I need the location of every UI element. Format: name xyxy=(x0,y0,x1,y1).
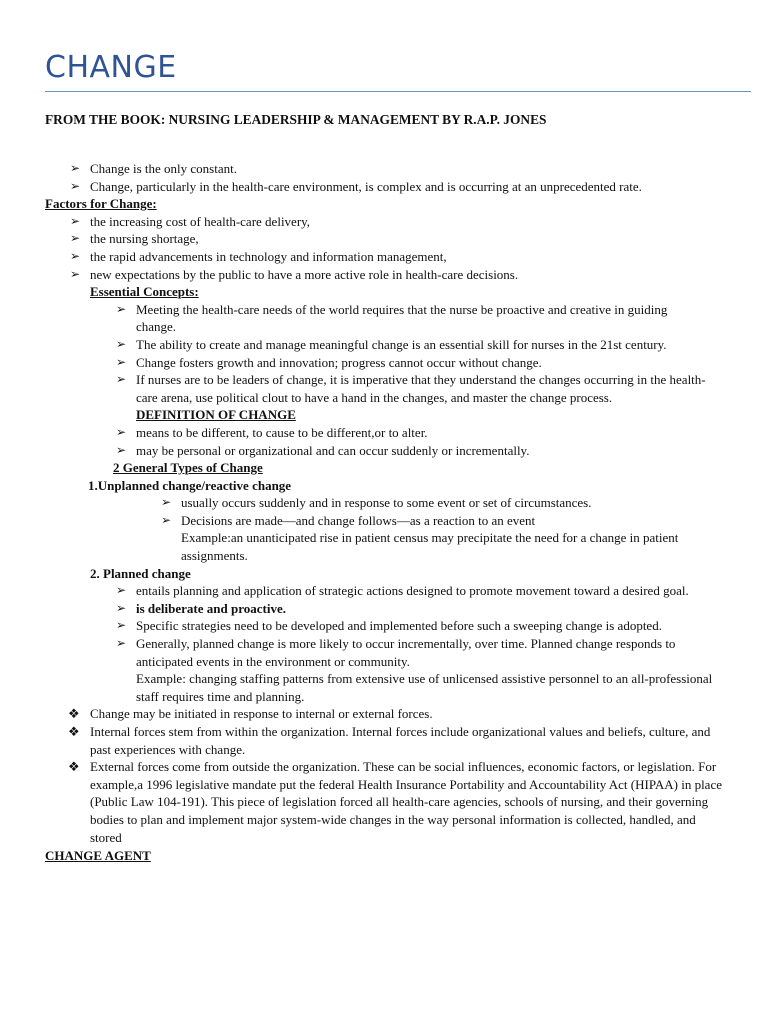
list-item: ➢ means to be different, to cause to be different,or to alter. xyxy=(116,424,428,440)
arrow-bullet-icon: ➢ xyxy=(161,495,172,510)
list-item: ➢ Change fosters growth and innovation; progress cannot occur without change. xyxy=(116,354,542,370)
arrow-bullet-icon: ➢ xyxy=(116,636,127,651)
arrow-bullet-icon: ➢ xyxy=(70,161,81,175)
document-body xyxy=(0,160,768,865)
list-item: ❖ Internal forces stem from within the organization. Internal forces include organizational values and beliefs, culture, and past experiences with change. xyxy=(68,724,711,757)
list-item: ➢ the rapid advancements in technology and information management, xyxy=(70,248,447,264)
arrow-bullet-icon: ➢ xyxy=(116,301,127,316)
page-title: CHANGE xyxy=(45,50,177,85)
arrow-bullet-icon: ➢ xyxy=(70,266,81,281)
list-item: ❖ Change may be initiated in response to internal or external forces. xyxy=(68,706,433,722)
list-item: ➢ Generally, planned change is more likely to occur incrementally, over time. Planned change responds to anticipated events in the environment or community. xyxy=(116,636,676,669)
list-item: ➢ the nursing shortage, xyxy=(70,231,199,247)
arrow-bullet-icon: ➢ xyxy=(70,248,81,263)
list-item: ➢ If nurses are to be leaders of change, it is imperative that they understand the changes occurring in the health-care arena, use political clout to have a hand in the changes, and master the change process. xyxy=(116,372,706,405)
arrow-bullet-icon: ➢ xyxy=(116,424,127,439)
list-item: ➢ may be personal or organizational and can occur suddenly or incrementally. xyxy=(116,442,530,458)
example-text: Example:an unanticipated rise in patient census may precipitate the need for a change in patient assignments. xyxy=(181,530,679,564)
list-item: ➢ The ability to create and manage meaningful change is an essential skill for nurses in the 21st century. xyxy=(116,336,667,352)
arrow-bullet-icon: ➢ xyxy=(116,583,127,598)
list-item: ➢ Meeting the health-care needs of the world requires that the nurse be proactive and creative in guiding change. xyxy=(116,301,668,335)
list-item: ❖ External forces come from outside the organization. These can be social influences, economic factors, or legislation. For example,a 1996 legislative mandate put the federal Health Insurance Portability and Accountability Act (HIPAA) in place (Public Law 104-191). This piece of legislation forced all health-care agencies, schools of nursing, and their governing bodies to plan and implement major system-wide changes in the way personal information is collected, handled, and stored xyxy=(68,759,722,845)
list-item: ➢ new expectations by the public to have a more active role in health-care decisions. xyxy=(70,266,519,282)
arrow-bullet-icon: ➢ xyxy=(116,354,127,369)
diamond-bullet-icon: ❖ xyxy=(68,724,80,739)
definition-heading: DEFINITION OF CHANGE xyxy=(136,407,296,423)
arrow-bullet-icon: ➢ xyxy=(116,372,127,387)
diamond-bullet-icon: ❖ xyxy=(68,759,80,775)
essential-heading: Essential Concepts: xyxy=(90,284,199,300)
arrow-bullet-icon: ➢ xyxy=(70,231,81,246)
list-item: ➢ Change is the only constant. xyxy=(70,161,237,176)
title-underline xyxy=(45,91,751,92)
example-text: Example: changing staffing patterns from extensive use of unlicensed assistive personnel to an all-professional staff requires time and planning. xyxy=(136,671,713,704)
list-item: ➢ the increasing cost of health-care delivery, xyxy=(70,213,311,229)
arrow-bullet-icon: ➢ xyxy=(116,618,127,633)
arrow-bullet-icon: ➢ xyxy=(116,442,127,457)
source-line: FROM THE BOOK: NURSING LEADERSHIP & MANAGEMENT BY R.A.P. JONES xyxy=(45,112,547,127)
list-item: ➢ Change, particularly in the health-care environment, is complex and is occurring at an unprecedented rate. xyxy=(70,178,642,194)
arrow-bullet-icon: ➢ xyxy=(116,600,127,615)
list-item: ➢ Specific strategies need to be developed and implemented before such a sweeping change is adopted. xyxy=(116,618,662,634)
arrow-bullet-icon: ➢ xyxy=(116,336,127,351)
diamond-bullet-icon: ❖ xyxy=(68,706,80,722)
arrow-bullet-icon: ➢ xyxy=(70,178,81,193)
types-heading: 2 General Types of Change xyxy=(113,460,263,476)
unplanned-heading: 1.Unplanned change/reactive change xyxy=(88,477,292,493)
change-agent-heading: CHANGE AGENT xyxy=(45,848,151,864)
arrow-bullet-icon: ➢ xyxy=(161,512,172,527)
planned-heading: 2. Planned change xyxy=(90,565,191,581)
list-item: ➢ usually occurs suddenly and in response to some event or set of circumstances. xyxy=(161,495,592,511)
list-item: ➢ entails planning and application of strategic actions designed to promote movement toward a desired goal. xyxy=(116,583,689,599)
factors-heading: Factors for Change: xyxy=(45,196,157,212)
arrow-bullet-icon: ➢ xyxy=(70,213,81,228)
list-item: ➢ Decisions are made—and change follows—as a reaction to an event xyxy=(161,512,536,528)
list-item: ➢ is deliberate and proactive. xyxy=(116,600,286,616)
